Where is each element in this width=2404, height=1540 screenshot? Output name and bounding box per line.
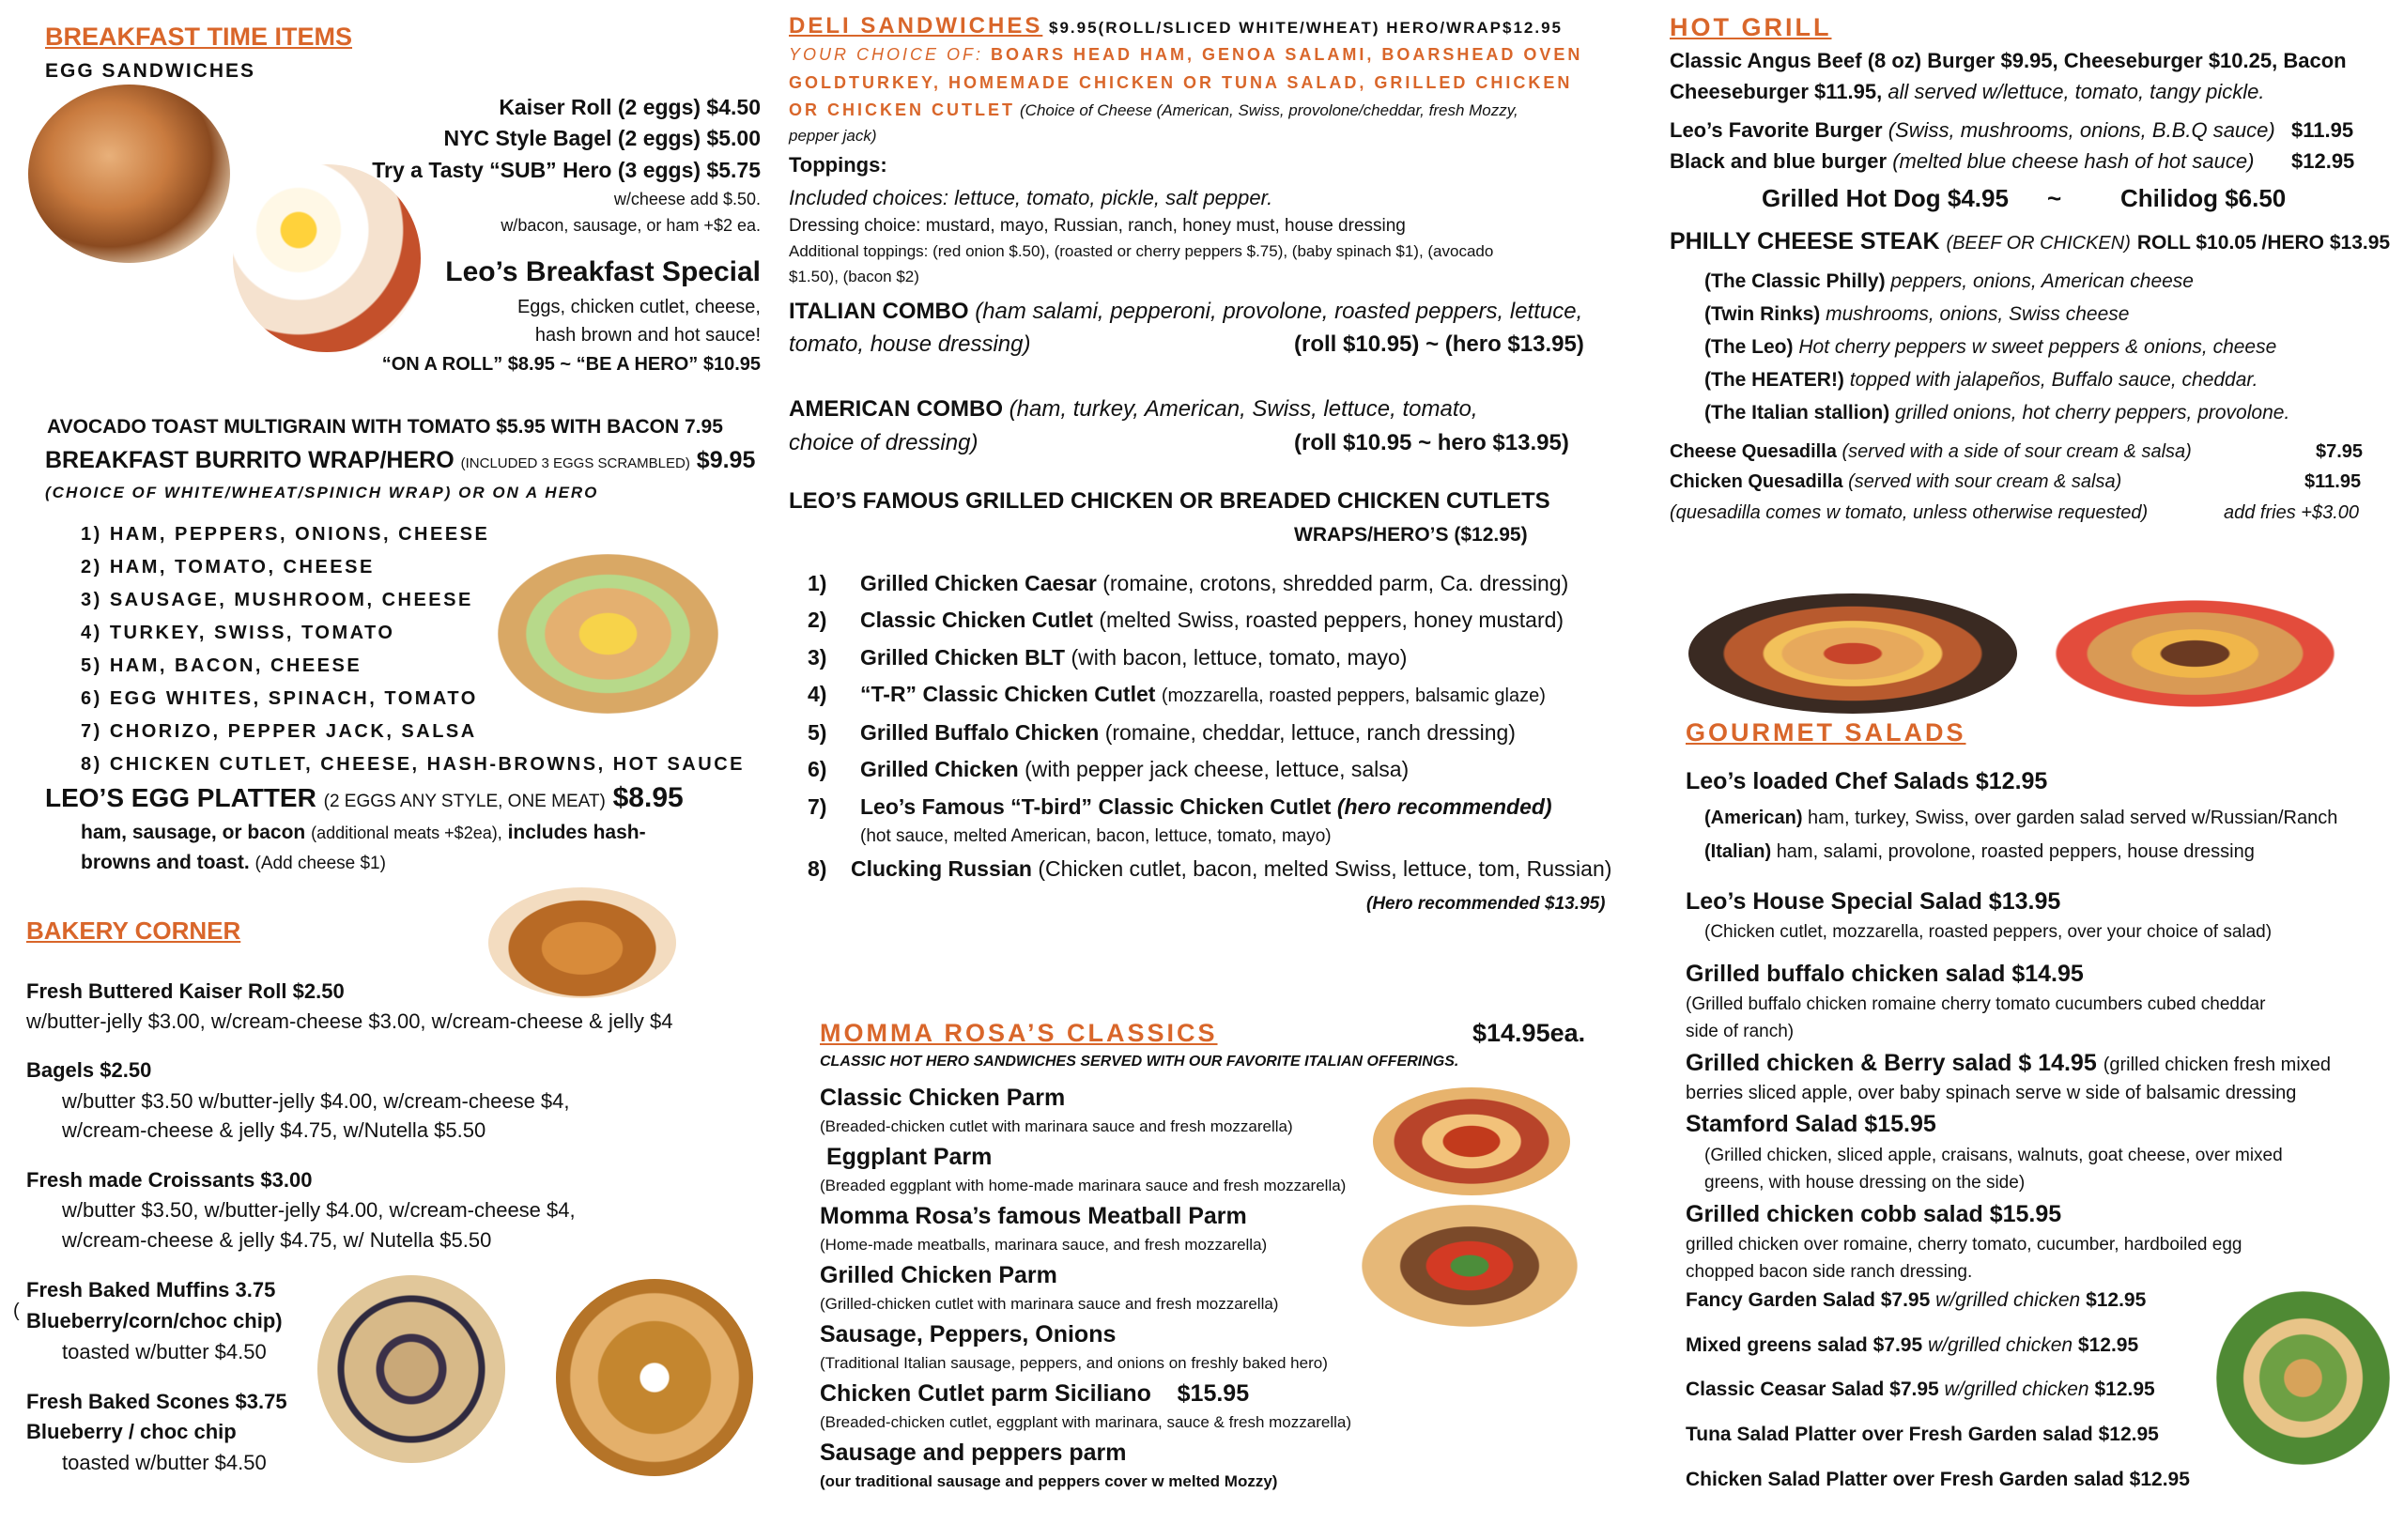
cheese-quesadilla-price: $7.95 bbox=[2316, 441, 2364, 462]
item-number: 2) bbox=[808, 608, 827, 633]
deli-choice-items-3: OR CHICKEN CUTLET bbox=[789, 100, 1015, 119]
gourmet-salads-title: GOURMET SALADS bbox=[1686, 718, 1966, 747]
black-blue-burger-name: Black and blue burger bbox=[1670, 149, 1888, 173]
item-desc: (mozzarella, roasted peppers, balsamic glaze) bbox=[1161, 685, 1546, 706]
momma-item-name: Chicken Cutlet parm Siciliano $15.95 bbox=[820, 1380, 1250, 1407]
chef-american bbox=[1704, 808, 2337, 829]
item-desc: (melted Swiss, roasted peppers, honey mustard) bbox=[1099, 608, 1564, 633]
item-desc: (Chicken cutlet, bacon, melted Swiss, lettuce, tom, Russian) bbox=[1038, 856, 1612, 881]
burger-line-2 bbox=[1670, 80, 2264, 104]
deli-choice-line-1 bbox=[789, 45, 1582, 65]
item-number: 4) bbox=[808, 681, 827, 706]
fancy-garden-salad bbox=[1686, 1289, 2146, 1312]
list-item bbox=[808, 565, 1568, 602]
item-7-desc: (hot sauce, melted American, bacon, lettuce, tomato, mayo) bbox=[860, 826, 1332, 846]
momma-item-desc: (Home-made meatballs, marinara sauce, and fresh mozzarella) bbox=[820, 1236, 1268, 1254]
item-number: 5) bbox=[808, 720, 827, 746]
egg-platter-price: $8.95 bbox=[612, 782, 684, 813]
cobb-desc-2: chopped bacon side ranch dressing. bbox=[1686, 1262, 1973, 1282]
tuna-salad-platter: Tuna Salad Platter over Fresh Garden salad $12.95 bbox=[1686, 1424, 2159, 1445]
toppings-additional-2: $1.50), (bacon $2) bbox=[789, 268, 919, 285]
favorite-burger-name: Leo’s Favorite Burger bbox=[1670, 118, 1883, 142]
philly-item-name: (Twin Rinks) bbox=[1704, 303, 1821, 325]
hot-dog: Grilled Hot Dog $4.95 bbox=[1762, 184, 2009, 212]
toppings-title: Toppings: bbox=[789, 153, 887, 177]
chicken-salad-platter: Chicken Salad Platter over Fresh Garden salad $12.95 bbox=[1686, 1469, 2190, 1490]
black-blue-burger-price: $12.95 bbox=[2291, 149, 2355, 173]
burrito-image bbox=[498, 554, 718, 714]
house-special-desc: (Chicken cutlet, mozzarella, roasted peppers, over your choice of salad) bbox=[1704, 922, 2273, 942]
egg-item-2: NYC Style Bagel (2 eggs) $5.00 bbox=[443, 126, 761, 150]
italian-combo-desc-1: (ham salami, pepperoni, provolone, roasted peppers, lettuce, bbox=[975, 299, 1583, 324]
momma-item-desc: (Traditional Italian sausage, peppers, and onions on freshly baked hero) bbox=[820, 1354, 1328, 1372]
kaiser-roll: Fresh Buttered Kaiser Roll $2.50 bbox=[26, 979, 345, 1003]
list-item: 2) HAM, TOMATO, CHEESE bbox=[81, 557, 375, 578]
chicken-parm-image bbox=[1373, 1087, 1570, 1195]
egg-note-cheese: w/cheese add $.50. bbox=[613, 190, 761, 208]
chicken-list bbox=[808, 565, 1568, 825]
american-combo-desc-1: (ham, turkey, American, Swiss, lettuce, tomato, bbox=[1009, 396, 1478, 422]
egg-platter-desc-2 bbox=[81, 852, 386, 874]
item-number: 1) bbox=[808, 571, 827, 595]
favorite-burger-price: $11.95 bbox=[2291, 118, 2354, 142]
list-item bbox=[1704, 265, 2289, 298]
platter-cheese: (Add cheese $1) bbox=[254, 854, 386, 873]
philly-item-name: (The Italian stallion) bbox=[1704, 402, 1890, 424]
burger-line-1: Classic Angus Beef (8 oz) Burger $9.95, Cheeseburger $10.25, Bacon bbox=[1670, 49, 2347, 72]
caesar-salad-image bbox=[2216, 1291, 2390, 1465]
item-desc: (with bacon, lettuce, tomato, mayo) bbox=[1071, 644, 1408, 670]
list-item-8 bbox=[808, 856, 1611, 882]
chef-italian bbox=[1704, 841, 2255, 863]
philly-note: (BEEF OR CHICKEN) bbox=[1946, 233, 2131, 254]
italian-combo-price: (roll $10.95) ~ (hero $13.95) bbox=[1294, 331, 1584, 357]
deli-choice-label: YOUR CHOICE OF: bbox=[789, 45, 984, 64]
momma-list bbox=[820, 1085, 1351, 1499]
chicken-subtitle: WRAPS/HERO’S ($12.95) bbox=[1294, 524, 1528, 546]
momma-price: $14.95ea. bbox=[1472, 1019, 1586, 1047]
item-name: Leo’s Famous “T-bird” Classic Chicken Cutlet bbox=[860, 793, 1332, 819]
deli-header bbox=[789, 13, 1563, 39]
egg-sandwich-image bbox=[28, 85, 230, 263]
burrito-price: $9.95 bbox=[696, 447, 756, 473]
egg-platter-note: (2 EGGS ANY STYLE, ONE MEAT) bbox=[323, 792, 606, 811]
sausage-peppers-image bbox=[1362, 1205, 1578, 1327]
breakfast-special-title: Leo’s Breakfast Special bbox=[445, 256, 761, 287]
caesar-price: $12.95 bbox=[2094, 1378, 2155, 1400]
black-blue-burger bbox=[1670, 149, 2254, 174]
platter-hashbrowns: browns and toast. bbox=[81, 852, 250, 873]
chicken-quesadilla-price: $11.95 bbox=[2304, 471, 2362, 492]
berry-salad-desc-1: (grilled chicken fresh mixed bbox=[2103, 1055, 2332, 1075]
cobb-desc-1: grilled chicken over romaine, cherry tomato, cucumber, hardboiled egg bbox=[1686, 1235, 2242, 1255]
buffalo-salad: Grilled buffalo chicken salad $14.95 bbox=[1686, 961, 2084, 987]
burger-served: all served w/lettuce, tomato, tangy pickle. bbox=[1888, 80, 2265, 103]
add-fries-text: add fries +$3.00 bbox=[2224, 502, 2359, 523]
philly-item-name: (The HEATER!) bbox=[1704, 369, 1844, 391]
momma-item-desc: (Breaded eggplant with home-made marinara sauce and fresh mozzarella) bbox=[820, 1177, 1347, 1194]
philly-item-desc: topped with jalapeños, Buffalo sauce, cheddar. bbox=[1849, 369, 2258, 391]
momma-item-desc: (Grilled-chicken cutlet with marinara sauce and fresh mozzarella) bbox=[820, 1295, 1279, 1313]
deli-title: DELI SANDWICHES bbox=[789, 13, 1043, 38]
black-blue-burger-desc: (melted blue cheese hash of hot sauce) bbox=[1892, 149, 2255, 173]
philly-item-desc: grilled onions, hot cherry peppers, provolone. bbox=[1895, 402, 2290, 424]
list-item bbox=[808, 751, 1568, 788]
philly-item-desc: Hot cherry peppers w sweet peppers & onions, cheese bbox=[1798, 336, 2277, 358]
scones-flavors: Blueberry / choc chip bbox=[26, 1420, 237, 1443]
philly-item-desc: peppers, onions, American cheese bbox=[1890, 270, 2194, 292]
muffins: Fresh Baked Muffins 3.75 bbox=[26, 1278, 276, 1301]
list-item: 8) CHICKEN CUTLET, CHEESE, HASH-BROWNS, HOT SAUCE bbox=[81, 754, 745, 775]
chicken-quesadilla bbox=[1670, 471, 2121, 493]
quesadilla-note: (quesadilla comes w tomato, unless otherwise requested) bbox=[1670, 502, 2149, 523]
hot-grill-title: HOT GRILL bbox=[1670, 13, 1832, 41]
chef-italian-desc: ham, salami, provolone, roasted peppers, house dressing bbox=[1776, 841, 2255, 862]
egg-sandwiches-heading: EGG SANDWICHES bbox=[45, 60, 256, 82]
philly-line bbox=[1670, 228, 2390, 255]
chef-salad: Leo’s loaded Chef Salads $12.95 bbox=[1686, 768, 2048, 794]
add-fries bbox=[2224, 502, 2359, 524]
stamford-desc-1: (Grilled chicken, sliced apple, craisans, walnuts, goat cheese, over mixed bbox=[1704, 1146, 2283, 1165]
list-item bbox=[808, 789, 1568, 825]
egg-note-meat: w/bacon, sausage, or ham +$2 ea. bbox=[501, 216, 761, 235]
breakfast-special-desc-1: Eggs, chicken cutlet, cheese, bbox=[516, 297, 761, 317]
momma-item-desc: (Breaded-chicken cutlet with marinara sauce and fresh mozzarella) bbox=[820, 1117, 1293, 1135]
bakery-title: BAKERY CORNER bbox=[26, 916, 241, 945]
momma-item-desc: (Breaded-chicken cutlet, eggplant with marinara, sauce & fresh mozzarella) bbox=[820, 1413, 1351, 1431]
egg-platter-title: LEO’S EGG PLATTER bbox=[45, 783, 316, 812]
cheese-quesadilla-name: Cheese Quesadilla bbox=[1670, 441, 1837, 462]
item-name: Classic Chicken Cutlet bbox=[860, 608, 1093, 633]
item-number: 8) bbox=[808, 856, 827, 881]
item-desc: (with pepper jack cheese, lettuce, salsa) bbox=[1025, 757, 1410, 782]
item-name: Grilled Chicken BLT bbox=[860, 644, 1066, 670]
egg-item-3: Try a Tasty “SUB” Hero (3 eggs) $5.75 bbox=[372, 158, 761, 182]
bacon-cheeseburger: Cheeseburger $11.95, bbox=[1670, 80, 1883, 103]
buffalo-salad-desc-2: side of ranch) bbox=[1686, 1022, 1795, 1041]
toppings-included: Included choices: lettuce, tomato, pickle, salt pepper. bbox=[789, 186, 1273, 209]
caesar-with: w/grilled chicken bbox=[1944, 1378, 2089, 1400]
mixed-greens-with: w/grilled chicken bbox=[1927, 1334, 2073, 1356]
kaiser-options: w/butter-jelly $3.00, w/cream-cheese $3.00, w/cream-cheese & jelly $4 bbox=[26, 1009, 673, 1033]
egg-platter-line bbox=[45, 782, 684, 814]
momma-item-name: Grilled Chicken Parm bbox=[820, 1262, 1057, 1288]
item-name: “T-R” Classic Chicken Cutlet bbox=[860, 681, 1156, 706]
american-combo-desc-2: choice of dressing) bbox=[789, 430, 979, 455]
mixed-greens-price: $12.95 bbox=[2077, 1334, 2139, 1356]
momma-item-desc: (our traditional sausage and peppers cover w melted Mozzy) bbox=[820, 1472, 1278, 1490]
house-special-salad: Leo’s House Special Salad $13.95 bbox=[1686, 888, 2061, 915]
italian-combo-line-1 bbox=[789, 299, 1582, 325]
list-item: 3) SAUSAGE, MUSHROOM, CHEESE bbox=[81, 590, 473, 610]
berry-salad bbox=[1686, 1050, 2331, 1077]
hero-recommended: (Hero recommended $13.95) bbox=[1366, 894, 1606, 914]
chef-italian-name: (Italian) bbox=[1704, 841, 1772, 862]
mixed-greens-salad bbox=[1686, 1334, 2138, 1357]
breakfast-plate-image bbox=[233, 164, 421, 352]
philly-item-desc: mushrooms, onions, Swiss cheese bbox=[1826, 303, 2130, 325]
item-name: Grilled Chicken Caesar bbox=[860, 571, 1097, 595]
italian-combo-desc-2: tomato, house dressing) bbox=[789, 331, 1031, 357]
buffalo-salad-desc-1: (Grilled buffalo chicken romaine cherry tomato cucumbers cubed cheddar bbox=[1686, 994, 2266, 1014]
list-item: 1) HAM, PEPPERS, ONIONS, CHEESE bbox=[81, 524, 490, 545]
italian-combo-title: ITALIAN COMBO bbox=[789, 299, 969, 324]
hot-dog-tilde: ~ bbox=[2047, 184, 2062, 212]
list-item bbox=[808, 715, 1568, 751]
item-desc: (romaine, crotons, shredded parm, Ca. dressing) bbox=[1102, 571, 1569, 595]
american-combo-title: AMERICAN COMBO bbox=[789, 396, 1003, 422]
list-item bbox=[1704, 396, 2289, 429]
burrito-choice: (CHOICE OF WHITE/WHEAT/SPINICH WRAP) OR ON A HERO bbox=[45, 484, 599, 501]
croissants-options-1: w/butter $3.50, w/butter-jelly $4.00, w/cream-cheese $4, bbox=[62, 1198, 576, 1222]
philly-price: ROLL $10.05 /HERO $13.95 bbox=[2136, 232, 2391, 254]
croissants: Fresh made Croissants $3.00 bbox=[26, 1168, 313, 1192]
burger-image bbox=[2038, 593, 2352, 714]
cobb-salad: Grilled chicken cobb salad $15.95 bbox=[1686, 1201, 2062, 1227]
deli-cheese-choice-1: (Choice of Cheese (American, Swiss, provolone/cheddar, fresh Mozzy, bbox=[1020, 101, 1518, 119]
list-item: 6) EGG WHITES, SPINACH, TOMATO bbox=[81, 688, 478, 709]
list-item bbox=[1704, 298, 2289, 331]
bagels-image bbox=[556, 1279, 753, 1476]
deli-choice-items-2: GOLDTURKEY, HOMEMADE CHICKEN OR TUNA SALAD, GRILLED CHICKEN bbox=[789, 73, 1573, 92]
bagels-options-2: w/cream-cheese & jelly $4.75, w/Nutella $5.50 bbox=[62, 1118, 486, 1142]
chef-american-name: (American) bbox=[1704, 808, 1803, 828]
favorite-burger bbox=[1670, 118, 2275, 143]
hot-dog-image bbox=[1688, 593, 2017, 714]
list-item: 7) CHORIZO, PEPPER JACK, SALSA bbox=[81, 721, 477, 742]
platter-includes: includes hash- bbox=[507, 822, 646, 843]
berry-salad-name: Grilled chicken & Berry salad $ 14.95 bbox=[1686, 1050, 2097, 1076]
momma-item-name: Sausage, Peppers, Onions bbox=[820, 1321, 1117, 1348]
toppings-dressing: Dressing choice: mustard, mayo, Russian, ranch, honey must, house dressing bbox=[789, 216, 1406, 236]
item-desc: (hero recommended) bbox=[1336, 793, 1552, 819]
deli-choice-items-1: BOARS HEAD HAM, GENOA SALAMI, BOARSHEAD OVEN bbox=[991, 45, 1583, 64]
bagels-options-1: w/butter $3.50 w/butter-jelly $4.00, w/cream-cheese $4, bbox=[62, 1089, 570, 1113]
list-item bbox=[1704, 363, 2289, 396]
item-name: Clucking Russian bbox=[851, 856, 1032, 881]
egg-platter-desc-1 bbox=[81, 822, 646, 844]
berry-salad-desc-2: berries sliced apple, over baby spinach serve w side of balsamic dressing bbox=[1686, 1083, 2297, 1103]
breakfast-special-price: “ON A ROLL” $8.95 ~ “BE A HERO” $10.95 bbox=[381, 354, 761, 375]
chef-american-desc: ham, turkey, Swiss, over garden salad served w/Russian/Ranch bbox=[1808, 808, 2338, 828]
momma-subtitle: CLASSIC HOT HERO SANDWICHES SERVED WITH OUR FAVORITE ITALIAN OFFERINGS. bbox=[820, 1054, 1459, 1070]
philly-list bbox=[1704, 265, 2289, 429]
croissants-options-2: w/cream-cheese & jelly $4.75, w/ Nutella $5.50 bbox=[62, 1228, 492, 1252]
chili-dog: Chilidog $6.50 bbox=[2120, 184, 2287, 212]
croissant-image bbox=[488, 887, 676, 998]
list-item: 4) TURKEY, SWISS, TOMATO bbox=[81, 623, 395, 643]
favorite-burger-desc: (Swiss, mushrooms, onions, B.B.Q sauce) bbox=[1888, 118, 2275, 142]
fancy-garden-with: w/grilled chicken bbox=[1935, 1289, 2081, 1311]
toppings-additional-1: Additional toppings: (red onion $.50), (roasted or cherry peppers $.75), (baby spinach $1), (avocado bbox=[789, 242, 1494, 260]
item-name: Grilled Chicken bbox=[860, 757, 1019, 782]
momma-item-name: Sausage and peppers parm bbox=[820, 1440, 1127, 1466]
deli-cheese-choice-2: pepper jack) bbox=[789, 127, 877, 145]
cheese-quesadilla-desc: (served with a side of sour cream & salsa) bbox=[1842, 441, 2192, 462]
momma-item-name: Classic Chicken Parm bbox=[820, 1085, 1066, 1111]
scones: Fresh Baked Scones $3.75 bbox=[26, 1390, 287, 1413]
burrito-note: (INCLUDED 3 EGGS SCRAMBLED) bbox=[460, 455, 690, 471]
platter-additional: (additional meats +$2ea), bbox=[311, 824, 502, 842]
chicken-title: LEO’S FAMOUS GRILLED CHICKEN OR BREADED CHICKEN CUTLETS bbox=[789, 488, 1550, 514]
stamford-salad: Stamford Salad $15.95 bbox=[1686, 1111, 1936, 1137]
philly-item-name: (The Leo) bbox=[1704, 336, 1794, 358]
list-item bbox=[808, 676, 1568, 715]
momma-title: MOMMA ROSA’S CLASSICS bbox=[820, 1019, 1218, 1047]
muffins-paren: ( bbox=[13, 1301, 20, 1321]
item-number: 3) bbox=[808, 644, 827, 670]
list-item bbox=[808, 602, 1568, 639]
philly-item-name: (The Classic Philly) bbox=[1704, 270, 1886, 292]
deli-price: $9.95(ROLL/SLICED WHITE/WHEAT) HERO/WRAP$12.95 bbox=[1049, 19, 1563, 37]
burrito-title: BREAKFAST BURRITO WRAP/HERO bbox=[45, 447, 455, 473]
muffins-toast: toasted w/butter $4.50 bbox=[62, 1340, 267, 1363]
chicken-quesadilla-name: Chicken Quesadilla bbox=[1670, 471, 1843, 492]
fancy-garden-price: $12.95 bbox=[2086, 1289, 2147, 1311]
philly-title: PHILLY CHEESE STEAK bbox=[1670, 228, 1940, 254]
item-desc: (romaine, cheddar, lettuce, ranch dressing) bbox=[1104, 720, 1516, 746]
deli-choice-line-3 bbox=[789, 100, 1518, 120]
list-item bbox=[1704, 331, 2289, 363]
fancy-garden-name: Fancy Garden Salad $7.95 bbox=[1686, 1289, 1931, 1311]
list-item: 5) HAM, BACON, CHEESE bbox=[81, 655, 362, 676]
caesar-salad bbox=[1686, 1378, 2155, 1401]
american-combo-price: (roll $10.95 ~ hero $13.95) bbox=[1294, 430, 1569, 455]
list-item bbox=[808, 639, 1568, 676]
scones-toast: toasted w/butter $4.50 bbox=[62, 1451, 267, 1474]
burrito-line bbox=[45, 447, 755, 474]
breakfast-title: BREAKFAST TIME ITEMS bbox=[45, 23, 353, 51]
mixed-greens-name: Mixed greens salad $7.95 bbox=[1686, 1334, 1923, 1356]
item-number: 7) bbox=[808, 793, 827, 819]
platter-meats: ham, sausage, or bacon bbox=[81, 822, 306, 843]
chicken-quesadilla-desc: (served with sour cream & salsa) bbox=[1848, 471, 2122, 492]
momma-item-name: Eggplant Parm bbox=[820, 1144, 993, 1170]
american-combo-line-1 bbox=[789, 396, 1478, 423]
scones-image bbox=[317, 1275, 505, 1463]
item-number: 6) bbox=[808, 757, 827, 782]
avocado-toast: AVOCADO TOAST MULTIGRAIN WITH TOMATO $5.95 WITH BACON 7.95 bbox=[47, 416, 723, 438]
stamford-desc-2: greens, with house dressing on the side) bbox=[1704, 1173, 2026, 1193]
bagels: Bagels $2.50 bbox=[26, 1058, 152, 1082]
egg-item-1: Kaiser Roll (2 eggs) $4.50 bbox=[499, 95, 761, 119]
muffins-flavors: Blueberry/corn/choc chip) bbox=[26, 1309, 283, 1332]
momma-item-name: Momma Rosa’s famous Meatball Parm bbox=[820, 1203, 1247, 1229]
cheese-quesadilla bbox=[1670, 441, 2192, 463]
breakfast-special-desc-2: hash brown and hot sauce! bbox=[534, 325, 761, 346]
caesar-name: Classic Ceasar Salad $7.95 bbox=[1686, 1378, 1939, 1400]
item-name: Grilled Buffalo Chicken bbox=[860, 720, 1100, 746]
